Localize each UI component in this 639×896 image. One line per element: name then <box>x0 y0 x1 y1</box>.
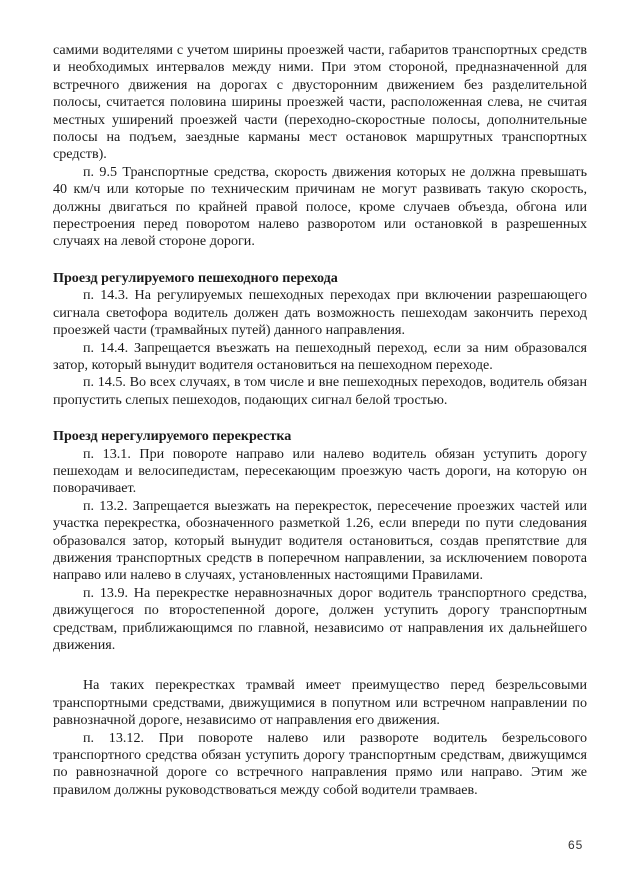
page-content <box>53 42 587 799</box>
paragraph-rule-13-12: п. 13.12. При повороте налево или развороте водитель безрельсового транспортного средства обязан уступить дорогу транспортным средствам, движущимся по равнозначной дороге со встречного направления прямо или направо. Этим же правилом должны руководствоваться между собой водители трамваев. <box>53 729 587 798</box>
paragraph-rule-14-4: п. 14.4. Запрещается въезжать на пешеходный переход, если за ним образовался затор, который вынудит водителя остановиться на пешеходном переходе. <box>53 339 587 373</box>
section-heading-regulated-crossing: Проезд регулируемого пешеходного перехода <box>53 269 338 286</box>
paragraph-rule-13-2: п. 13.2. Запрещается выезжать на перекресток, пересечение проезжих частей или участка перекрестка, обозначенного разметкой 1.26, если впереди по пути следования образовался затор, который вынудит водителя остановиться, создав препятствие для движения транспортных средств в поперечном направлении, за исключением поворота направо или налево в случаях, установленных настоящими Правилами. <box>53 497 587 584</box>
paragraph-rule-9-5: п. 9.5 Транспортные средства, скорость движения которых не должна превышать 40 км/ч или которые по техническим причинам не могут развивать такую скорость, должны двигаться по крайней правой полосе, кроме случаев объезда, обгона или перестроения перед поворотом налево разворотом или остановкой в разрешенных случаях на левой стороне дороги. <box>53 163 587 250</box>
section-heading-unregulated-intersection: Проезд нерегулируемого перекрестка <box>53 428 292 445</box>
paragraph-rule-13-9: п. 13.9. На перекрестке неравнозначных дорог водитель транспортного средства, движущегося по второстепенной дороге, должен уступить дорогу транспортным средствам, приближающимся по главной, независимо от направления их дальнейшего движения. <box>53 584 587 653</box>
paragraph-rule-14-5: п. 14.5. Во всех случаях, в том числе и вне пешеходных переходов, водитель обязан пропустить слепых пешеходов, подающих сигнал белой тростью. <box>53 374 587 408</box>
page-number: 65 <box>568 838 584 852</box>
paragraph-rule-13-1: п. 13.1. При повороте направо или налево водитель обязан уступить дорогу пешеходам и велосипедистам, пересекающим проезжую часть дороги, на которую он поворачивает. <box>53 445 587 497</box>
paragraph-rule-14-3: п. 14.3. На регулируемых пешеходных переходах при включении разрешающего сигнала светофора водитель должен дать возможность пешеходам закончить переход проезжей части (трамвайных путей) данного направления. <box>53 287 587 339</box>
paragraph-continuation: самими водителями с учетом ширины проезжей части, габаритов транспортных средств и необходимых интервалов между ними. При этом стороной, предназначенной для встречного движения на дорогах с двусторонним движением без разделительной полосы, считается половина ширины проезжей части, расположенная слева, не считая местных уширений проезжей части (переходно-скоростные полосы, дополнительные полосы на подъем, заездные карманы мест остановок маршрутных транспортных средств). <box>53 42 587 163</box>
paragraph-tram-priority: На таких перекрестках трамвай имеет преимущество перед безрельсовыми транспортными средствами, движущимися в попутном или встречном направлении по равнозначной дороге, независимо от направления его движения. <box>53 677 587 729</box>
